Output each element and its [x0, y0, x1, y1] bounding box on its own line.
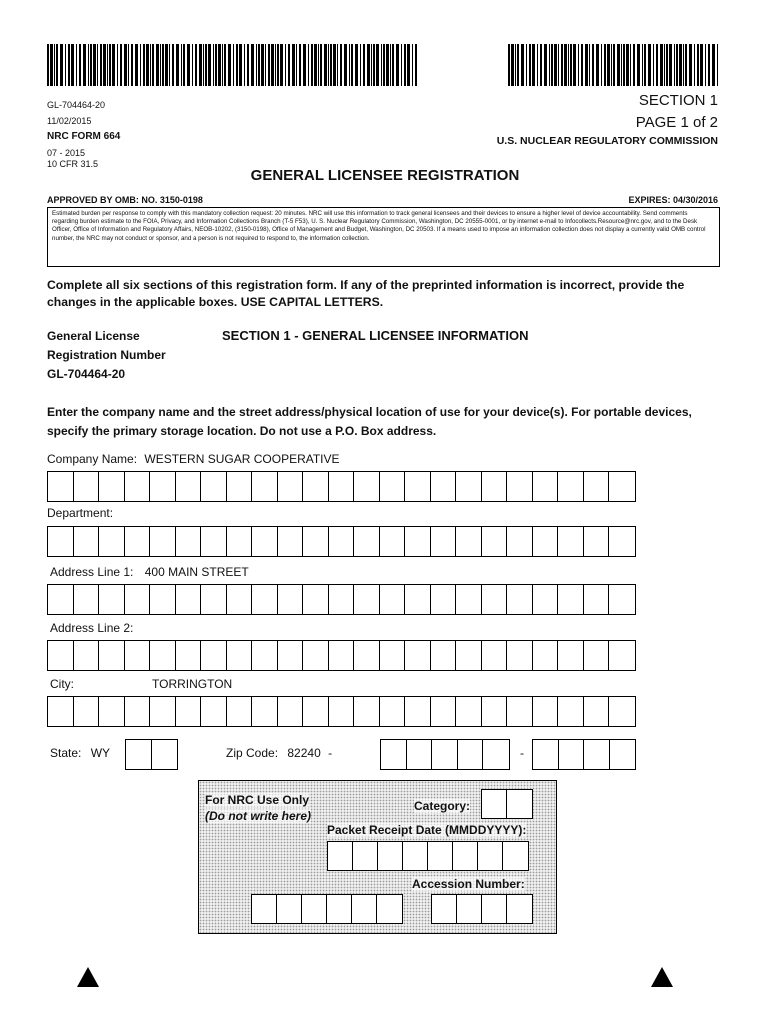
- gl-registration-block: [47, 327, 166, 384]
- zip-dash: -: [520, 746, 524, 760]
- packet-receipt-date-boxes: [327, 841, 529, 871]
- char-box[interactable]: [407, 740, 433, 769]
- char-box[interactable]: [456, 585, 482, 614]
- char-box[interactable]: [609, 527, 635, 556]
- char-box[interactable]: [125, 527, 151, 556]
- char-box[interactable]: [456, 697, 482, 726]
- char-box[interactable]: [126, 740, 152, 769]
- char-box[interactable]: [278, 641, 304, 670]
- char-box[interactable]: [303, 585, 329, 614]
- char-box[interactable]: [458, 740, 484, 769]
- char-box[interactable]: [558, 472, 584, 501]
- char-box[interactable]: [227, 472, 253, 501]
- page-title: GENERAL LICENSEE REGISTRATION: [250, 167, 520, 184]
- char-box[interactable]: [48, 641, 74, 670]
- char-box[interactable]: [483, 740, 509, 769]
- char-box[interactable]: [99, 585, 125, 614]
- char-box[interactable]: [380, 527, 406, 556]
- char-box[interactable]: [278, 472, 304, 501]
- char-box[interactable]: [48, 585, 74, 614]
- char-box[interactable]: [405, 641, 431, 670]
- char-box[interactable]: [329, 697, 355, 726]
- section-page-block: [636, 90, 718, 134]
- accession-number-label: Accession Number:: [412, 877, 525, 891]
- state-boxes[interactable]: [125, 739, 178, 770]
- char-box[interactable]: [432, 740, 458, 769]
- section-title: SECTION 1 - GENERAL LICENSEE INFORMATION: [222, 328, 529, 343]
- char-box: [252, 895, 277, 923]
- char-box[interactable]: [533, 641, 559, 670]
- char-box[interactable]: [609, 641, 635, 670]
- char-box[interactable]: [431, 472, 457, 501]
- char-box: [403, 842, 428, 870]
- agency-name: U.S. NUCLEAR REGULATORY COMMISSION: [496, 135, 718, 147]
- char-box[interactable]: [584, 641, 610, 670]
- char-box: [428, 842, 453, 870]
- char-box: [302, 895, 327, 923]
- char-box[interactable]: [584, 740, 610, 769]
- state-value: WY: [90, 746, 111, 760]
- char-box[interactable]: [125, 697, 151, 726]
- char-box[interactable]: [431, 527, 457, 556]
- section-number: SECTION 1: [638, 92, 718, 109]
- char-box: [352, 895, 377, 923]
- registration-mark-left: [77, 967, 99, 987]
- company-name-value: WESTERN SUGAR COOPERATIVE: [144, 452, 340, 466]
- char-box[interactable]: [558, 641, 584, 670]
- char-box[interactable]: [431, 641, 457, 670]
- char-box[interactable]: [381, 740, 407, 769]
- char-box[interactable]: [99, 527, 125, 556]
- barcode-right: [508, 44, 719, 86]
- char-box[interactable]: [507, 527, 533, 556]
- char-box: [327, 895, 352, 923]
- registration-mark-right: [651, 967, 673, 987]
- char-box[interactable]: [405, 472, 431, 501]
- char-box[interactable]: [558, 527, 584, 556]
- category-label: Category:: [414, 799, 471, 813]
- char-box[interactable]: [533, 585, 559, 614]
- char-box: [457, 895, 482, 923]
- address-line1-label: Address Line 1: 400 MAIN STREET: [50, 565, 249, 579]
- char-box[interactable]: [609, 697, 635, 726]
- char-box: [453, 842, 478, 870]
- department-boxes[interactable]: [47, 526, 636, 557]
- char-box[interactable]: [278, 527, 304, 556]
- nrc-use-only-box: [198, 780, 557, 934]
- accession-number-boxes-left: [251, 894, 403, 924]
- char-box[interactable]: [303, 527, 329, 556]
- gl-number: GL-704464-20: [47, 367, 126, 381]
- char-box[interactable]: [176, 527, 202, 556]
- char-box[interactable]: [303, 697, 329, 726]
- char-box[interactable]: [431, 585, 457, 614]
- char-box[interactable]: [584, 697, 610, 726]
- char-box[interactable]: [74, 697, 100, 726]
- char-box[interactable]: [125, 641, 151, 670]
- char-box[interactable]: [584, 585, 610, 614]
- char-box[interactable]: [609, 472, 635, 501]
- address-line1-value: 400 MAIN STREET: [144, 565, 249, 579]
- char-box[interactable]: [380, 585, 406, 614]
- registration-id: GL-704464-20: [47, 100, 106, 110]
- category-boxes: [481, 789, 533, 819]
- char-box[interactable]: [176, 472, 202, 501]
- char-box: [328, 842, 353, 870]
- char-box[interactable]: [533, 472, 559, 501]
- char-box[interactable]: [201, 641, 227, 670]
- char-box: [432, 895, 457, 923]
- char-box[interactable]: [558, 697, 584, 726]
- char-box[interactable]: [533, 697, 559, 726]
- char-box[interactable]: [48, 472, 74, 501]
- burden-statement: Estimated burden per response to comply with this mandatory collection request: 20 minutes. NRC will use this information to track general licensees and their devices to ensure a higher level of device accountability. Send comments regarding burden estimate to the FOIA, Privacy, and Information Collections Branch (T-5 F53), U. S. Nuclear Regulatory Commission, Washington, DC 20555-0001, or by internet e-mail to Infocollects.Resource@nrc.gov, and to the Desk Officer, Office of Information and Regulatory Affairs, NEOB-10202, (3150-0198), Office of Management and Budget, Washington, DC 20503. If a means used to impose an information collection does not display a currently valid OMB control number, the NRC may not conduct or sponsor, and a person is not required to respond to, the information collection.: [47, 207, 720, 267]
- cfr-reference: 10 CFR 31.5: [47, 159, 99, 169]
- char-box[interactable]: [456, 641, 482, 670]
- char-box[interactable]: [74, 585, 100, 614]
- zip-value: 82240: [287, 746, 321, 760]
- address-line2-boxes[interactable]: [47, 640, 636, 671]
- char-box[interactable]: [227, 697, 253, 726]
- form-revision: 07 - 2015: [47, 148, 86, 158]
- char-box[interactable]: [150, 697, 176, 726]
- company-name-boxes[interactable]: [47, 471, 636, 502]
- zip-code-boxes[interactable]: [380, 739, 510, 770]
- char-box[interactable]: [354, 585, 380, 614]
- char-box[interactable]: [482, 641, 508, 670]
- char-box[interactable]: [405, 697, 431, 726]
- form-name: NRC FORM 664: [47, 131, 121, 142]
- char-box[interactable]: [507, 472, 533, 501]
- gl-label-line1: General License: [47, 329, 140, 343]
- city-value: TORRINGTON: [152, 677, 233, 691]
- char-box[interactable]: [125, 472, 151, 501]
- char-box[interactable]: [609, 585, 635, 614]
- char-box[interactable]: [227, 641, 253, 670]
- char-box[interactable]: [176, 641, 202, 670]
- char-box[interactable]: [99, 472, 125, 501]
- char-box[interactable]: [405, 527, 431, 556]
- char-box[interactable]: [380, 641, 406, 670]
- packet-receipt-date-label: Packet Receipt Date (MMDDYYYY):: [327, 823, 527, 837]
- char-box: [277, 895, 302, 923]
- char-box[interactable]: [380, 472, 406, 501]
- char-box[interactable]: [252, 585, 278, 614]
- char-box[interactable]: [278, 697, 304, 726]
- char-box[interactable]: [125, 585, 151, 614]
- char-box[interactable]: [74, 641, 100, 670]
- nrc-use-note: (Do not write here): [205, 809, 312, 823]
- city-label: City:: [50, 677, 74, 691]
- char-box[interactable]: [507, 697, 533, 726]
- char-box[interactable]: [584, 472, 610, 501]
- char-box: [482, 790, 507, 818]
- char-box[interactable]: [482, 585, 508, 614]
- char-box[interactable]: [610, 740, 636, 769]
- char-box[interactable]: [201, 472, 227, 501]
- char-box[interactable]: [533, 740, 559, 769]
- char-box[interactable]: [380, 697, 406, 726]
- char-box[interactable]: [482, 472, 508, 501]
- char-box[interactable]: [201, 697, 227, 726]
- char-box[interactable]: [405, 585, 431, 614]
- barcode-left: [47, 44, 419, 86]
- char-box: [378, 842, 403, 870]
- char-box[interactable]: [150, 641, 176, 670]
- char-box[interactable]: [329, 527, 355, 556]
- char-box[interactable]: [329, 472, 355, 501]
- char-box: [507, 790, 532, 818]
- char-box[interactable]: [507, 641, 533, 670]
- nrc-use-title: For NRC Use Only: [205, 793, 310, 807]
- form-date: 11/02/2015: [47, 116, 92, 126]
- zip-extension-boxes[interactable]: [532, 739, 636, 770]
- char-box[interactable]: [48, 697, 74, 726]
- char-box: [478, 842, 503, 870]
- header-left-block: [47, 97, 120, 172]
- zip-label: Zip Code: 82240 -: [226, 746, 333, 760]
- char-box[interactable]: [482, 527, 508, 556]
- char-box[interactable]: [74, 472, 100, 501]
- char-box[interactable]: [584, 527, 610, 556]
- char-box[interactable]: [252, 472, 278, 501]
- char-box[interactable]: [176, 585, 202, 614]
- char-box[interactable]: [354, 527, 380, 556]
- char-box[interactable]: [150, 527, 176, 556]
- char-box[interactable]: [354, 641, 380, 670]
- char-box[interactable]: [303, 472, 329, 501]
- omb-approval: APPROVED BY OMB: NO. 3150-0198: [47, 195, 203, 205]
- char-box[interactable]: [278, 585, 304, 614]
- char-box[interactable]: [201, 585, 227, 614]
- char-box[interactable]: [431, 697, 457, 726]
- char-box[interactable]: [303, 641, 329, 670]
- instructions: Complete all six sections of this registration form. If any of the preprinted information is incorrect, provide the changes in the applicable boxes. USE CAPITAL LETTERS.: [47, 278, 685, 309]
- char-box[interactable]: [152, 740, 178, 769]
- char-box[interactable]: [150, 472, 176, 501]
- char-box[interactable]: [201, 527, 227, 556]
- department-label: Department:: [47, 506, 114, 520]
- char-box[interactable]: [507, 585, 533, 614]
- char-box[interactable]: [329, 585, 355, 614]
- char-box[interactable]: [48, 527, 74, 556]
- expiration-date: EXPIRES: 04/30/2016: [628, 195, 718, 205]
- char-box[interactable]: [227, 527, 253, 556]
- company-name-label: Company Name: WESTERN SUGAR COOPERATIVE: [47, 452, 340, 466]
- page-number: PAGE 1 of 2: [635, 114, 718, 131]
- address-line1-boxes[interactable]: [47, 584, 636, 615]
- char-box: [503, 842, 528, 870]
- char-box: [507, 895, 532, 923]
- gl-label-line2: Registration Number: [47, 348, 166, 362]
- char-box[interactable]: [482, 697, 508, 726]
- city-boxes[interactable]: [47, 696, 636, 727]
- char-box[interactable]: [252, 697, 278, 726]
- char-box[interactable]: [558, 585, 584, 614]
- char-box[interactable]: [150, 585, 176, 614]
- char-box[interactable]: [533, 527, 559, 556]
- accession-number-boxes-right: [431, 894, 533, 924]
- char-box: [353, 842, 378, 870]
- char-box[interactable]: [456, 527, 482, 556]
- char-box[interactable]: [252, 527, 278, 556]
- char-box[interactable]: [329, 641, 355, 670]
- char-box[interactable]: [252, 641, 278, 670]
- char-box[interactable]: [99, 697, 125, 726]
- char-box[interactable]: [354, 472, 380, 501]
- char-box[interactable]: [99, 641, 125, 670]
- char-box[interactable]: [354, 697, 380, 726]
- address-instructions: Enter the company name and the street address/physical location of use for your device(s). For portable devices, specify the primary storage location. Do not use a P.O. Box address.: [47, 405, 692, 438]
- char-box: [482, 895, 507, 923]
- char-box[interactable]: [74, 527, 100, 556]
- state-label: State: WY: [50, 746, 111, 760]
- address-line2-label: Address Line 2:: [50, 621, 134, 635]
- char-box[interactable]: [227, 585, 253, 614]
- char-box: [377, 895, 402, 923]
- char-box[interactable]: [456, 472, 482, 501]
- char-box[interactable]: [176, 697, 202, 726]
- char-box[interactable]: [559, 740, 585, 769]
